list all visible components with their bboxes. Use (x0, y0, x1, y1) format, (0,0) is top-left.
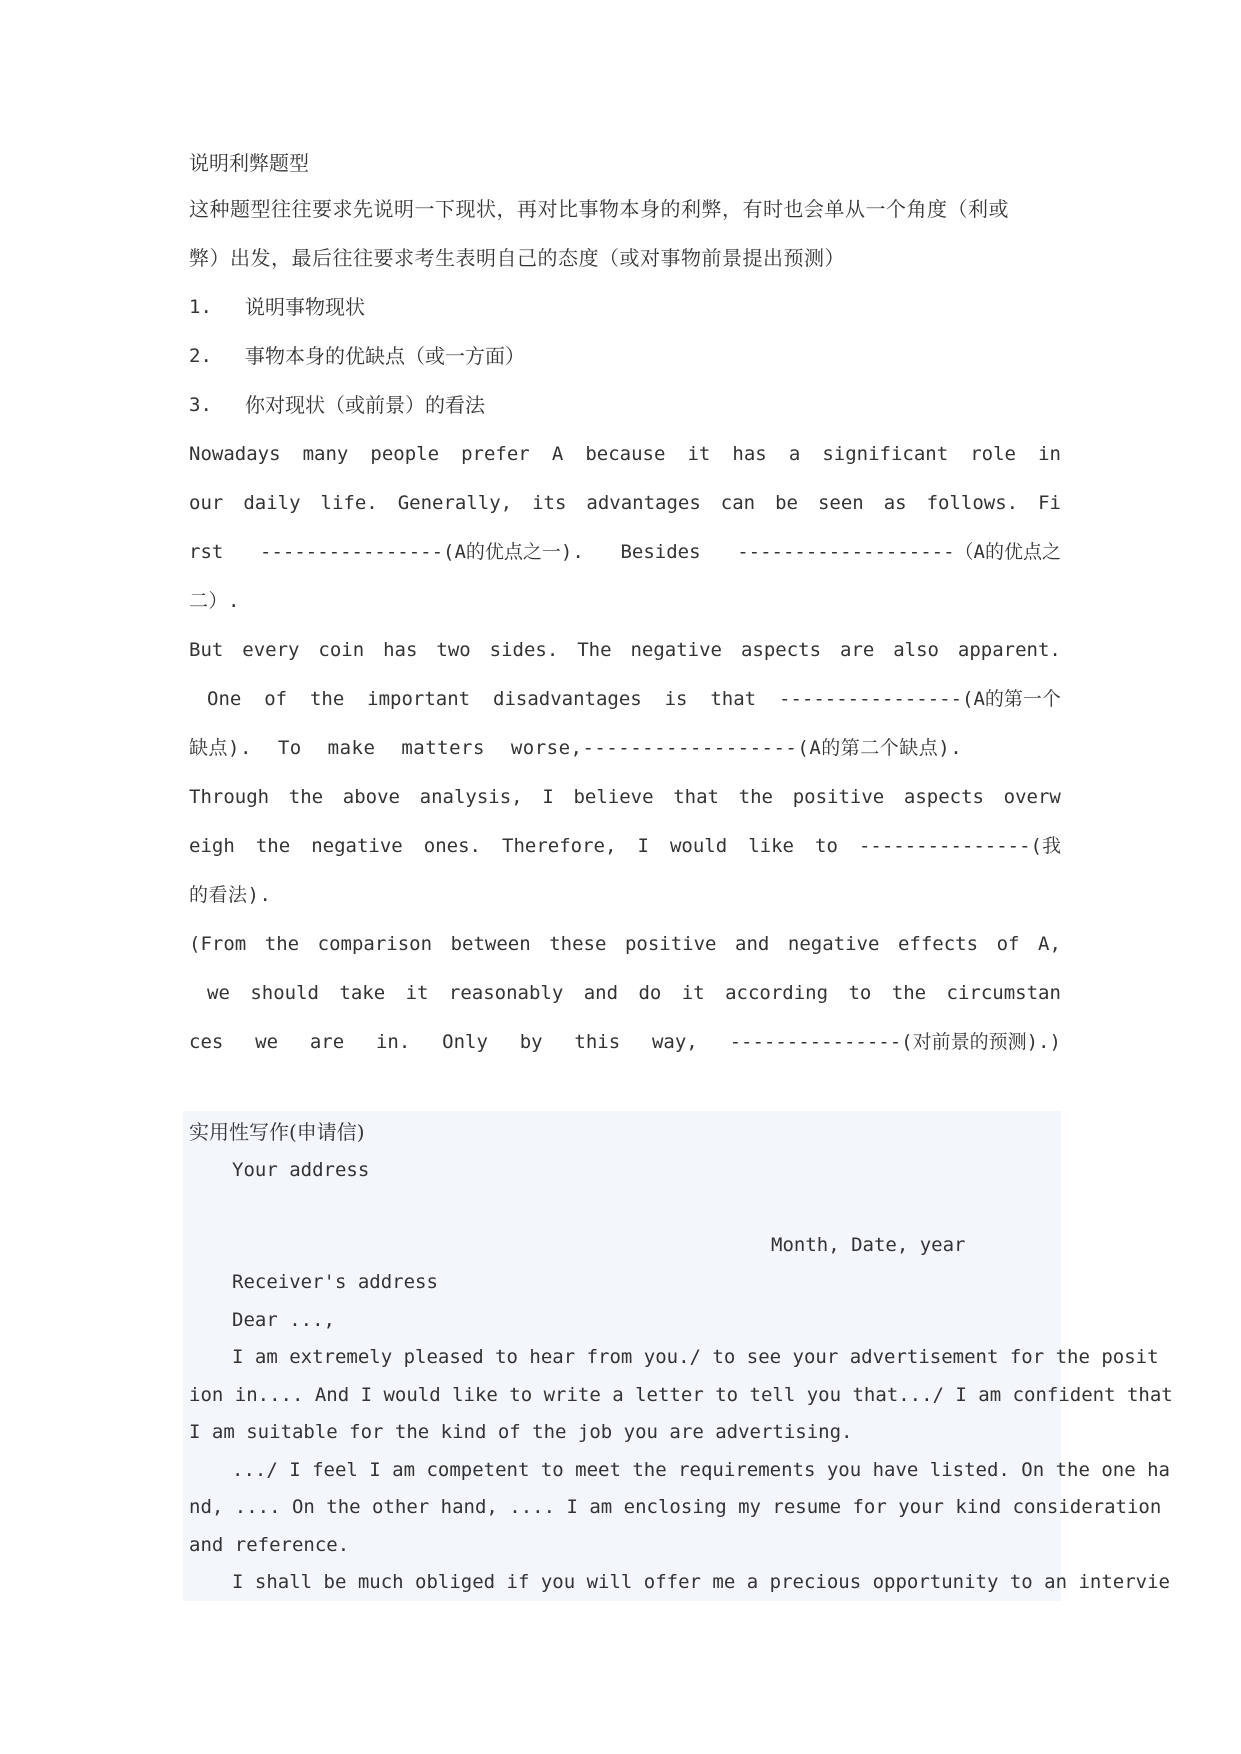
word: of (996, 933, 1020, 955)
word: ces (189, 1031, 224, 1053)
word: way, (651, 1031, 698, 1053)
list-number: 3. (189, 394, 212, 416)
word: believe (573, 786, 654, 808)
word: it (681, 982, 705, 1004)
word: ----------------(A的第一个 (779, 688, 1061, 710)
word: seen (817, 492, 864, 514)
word: Through (189, 786, 270, 808)
word: ---------------(我 (858, 835, 1061, 857)
word: can (720, 492, 756, 514)
word: apparent. (957, 639, 1061, 661)
letter-body-line: I shall be much obliged if you will offer me a precious opportunity to an intervie (232, 1571, 1170, 1593)
word: every (242, 639, 300, 661)
word: above (342, 786, 400, 808)
word: the (255, 835, 291, 857)
word: it (687, 443, 711, 465)
paragraph-line: 缺点). To make matters worse,------------------(A的第二个缺点). (189, 737, 963, 759)
word: positive (792, 786, 885, 808)
section-application-letter (189, 1114, 1173, 1602)
word: follows. (926, 492, 1019, 514)
word: according (725, 982, 829, 1004)
receiver-address: Receiver's address (232, 1271, 438, 1293)
word: Besides (620, 541, 701, 563)
list-item (189, 381, 1061, 430)
word: its (532, 492, 567, 514)
letter-body-line: ion in.... And I would like to write a letter to tell you that.../ I am confident that (189, 1383, 1173, 1406)
section-title: 实用性写作(申请信) (189, 1120, 365, 1144)
word: eigh (189, 835, 235, 857)
word: advantages (586, 492, 701, 514)
list-number: 1. (189, 296, 212, 318)
word: analysis, (419, 786, 523, 808)
letter-body-line: I am suitable for the kind of the job you are advertising. (189, 1421, 853, 1443)
paragraph-line (189, 773, 1061, 822)
letter-body-line: nd, .... On the other hand, .... I am enclosing my resume for your kind consideration (189, 1496, 1162, 1518)
word: ----------------(A的优点之一). (260, 541, 584, 563)
word: to (815, 835, 838, 857)
word: that (673, 786, 719, 808)
list-text: 事物本身的优缺点（或一方面） (245, 344, 525, 368)
paragraph-line: 二）. (189, 590, 240, 612)
word: our (189, 492, 224, 514)
word: do (638, 982, 662, 1004)
word: has (383, 639, 418, 661)
paragraph-line (189, 479, 1061, 528)
word: as (883, 492, 907, 514)
word: the (288, 786, 324, 808)
word: A (551, 443, 564, 465)
word: Nowadays (189, 443, 281, 465)
word: also (893, 639, 939, 661)
word: reasonably (448, 982, 564, 1004)
word: by (519, 1031, 543, 1053)
intro-line: 弊）出发，最后往往要求考生表明自己的态度（或对事物前景提出预测） (189, 246, 845, 270)
word: comparison (317, 933, 433, 955)
word: circumstan (946, 982, 1061, 1004)
word: in. (375, 1031, 411, 1053)
intro-line: 这种题型往往要求先说明一下现状，再对比事物本身的利弊，有时也会单从一个角度（利或 (189, 197, 1009, 221)
paragraph-line (189, 1018, 1061, 1067)
word: and (583, 982, 619, 1004)
word: that (710, 688, 757, 710)
word: I (542, 786, 554, 808)
word: Therefore, (502, 835, 617, 857)
word: significant (822, 443, 949, 465)
word: rst (189, 541, 224, 563)
letter-body-line: and reference. (189, 1533, 350, 1556)
list-number: 2. (189, 345, 212, 367)
paragraph-line (189, 675, 1061, 724)
word: ones. (423, 835, 481, 857)
word: between (450, 933, 531, 955)
word: Only (442, 1031, 488, 1053)
word: sides. (489, 639, 559, 661)
word: and (735, 933, 770, 955)
word: important (367, 688, 471, 710)
letter-body-line: .../ I feel I am competent to meet the requirements you have listed. On the one ha (232, 1458, 1170, 1481)
word: like (748, 835, 794, 857)
section-pros-cons (189, 151, 1061, 1067)
word: many (302, 443, 349, 465)
paragraph-line (189, 430, 1061, 479)
word: this (574, 1031, 621, 1053)
word: disadvantages (493, 688, 642, 710)
word: I (637, 835, 649, 857)
section-title: 说明利弊题型 (189, 151, 309, 175)
paragraph-line (189, 969, 1061, 1018)
word: in (1038, 443, 1061, 465)
word: because (585, 443, 666, 465)
word: negative (787, 933, 880, 955)
word: the (738, 786, 773, 808)
word: should (250, 982, 319, 1004)
word: overw (1003, 786, 1061, 808)
word: Fi (1038, 492, 1061, 514)
word: be (775, 492, 798, 514)
word: of (264, 688, 288, 710)
letter-body-line: I am extremely pleased to hear from you./ to see your advertisement for the posit (232, 1346, 1159, 1368)
word: daily (243, 492, 301, 514)
word: life. (320, 492, 378, 514)
paragraph-line: 的看法). (189, 884, 272, 906)
word: two (436, 639, 471, 661)
word: a (788, 443, 801, 465)
word: aspects (740, 639, 822, 661)
word: aspects (903, 786, 984, 808)
word: it (405, 982, 429, 1004)
paragraph-line (189, 626, 1061, 675)
paragraph-line (189, 822, 1061, 871)
word: has (732, 443, 767, 465)
word: are (839, 639, 875, 661)
word: to (848, 982, 872, 1004)
word: ---------------(对前景的预测).) (729, 1031, 1061, 1053)
word: is (664, 688, 688, 710)
word: positive (624, 933, 717, 955)
word: people (370, 443, 440, 465)
word: the (309, 688, 345, 710)
word: But (189, 639, 224, 661)
word: prefer (461, 443, 530, 465)
list-text: 说明事物现状 (245, 295, 365, 319)
word: we (255, 1031, 279, 1053)
word: these (549, 933, 607, 955)
word: A, (1038, 933, 1061, 955)
blank-line (189, 1189, 1061, 1227)
word: the (264, 933, 300, 955)
word: the (891, 982, 927, 1004)
word: are (309, 1031, 345, 1053)
sender-address: Your address (232, 1158, 370, 1181)
paragraph-line (189, 920, 1061, 969)
word: role (970, 443, 1016, 465)
list-item (189, 332, 1061, 381)
list-item (189, 283, 1061, 332)
word: The (577, 639, 612, 661)
word: -------------------（A的优点之 (737, 541, 1061, 563)
word: coin (318, 639, 365, 661)
word: take (339, 982, 386, 1004)
word: (From (189, 933, 247, 955)
letter-date: Month, Date, year (771, 1233, 966, 1256)
word: Generally, (397, 492, 513, 514)
word: we (207, 982, 230, 1004)
word: One (207, 688, 242, 710)
list-text: 你对现状（或前景）的看法 (245, 393, 485, 417)
word: effects (897, 933, 979, 955)
salutation: Dear ..., (232, 1308, 335, 1331)
paragraph-line (189, 528, 1061, 577)
word: would (669, 835, 728, 857)
word: negative (630, 639, 722, 661)
word: negative (311, 835, 403, 857)
